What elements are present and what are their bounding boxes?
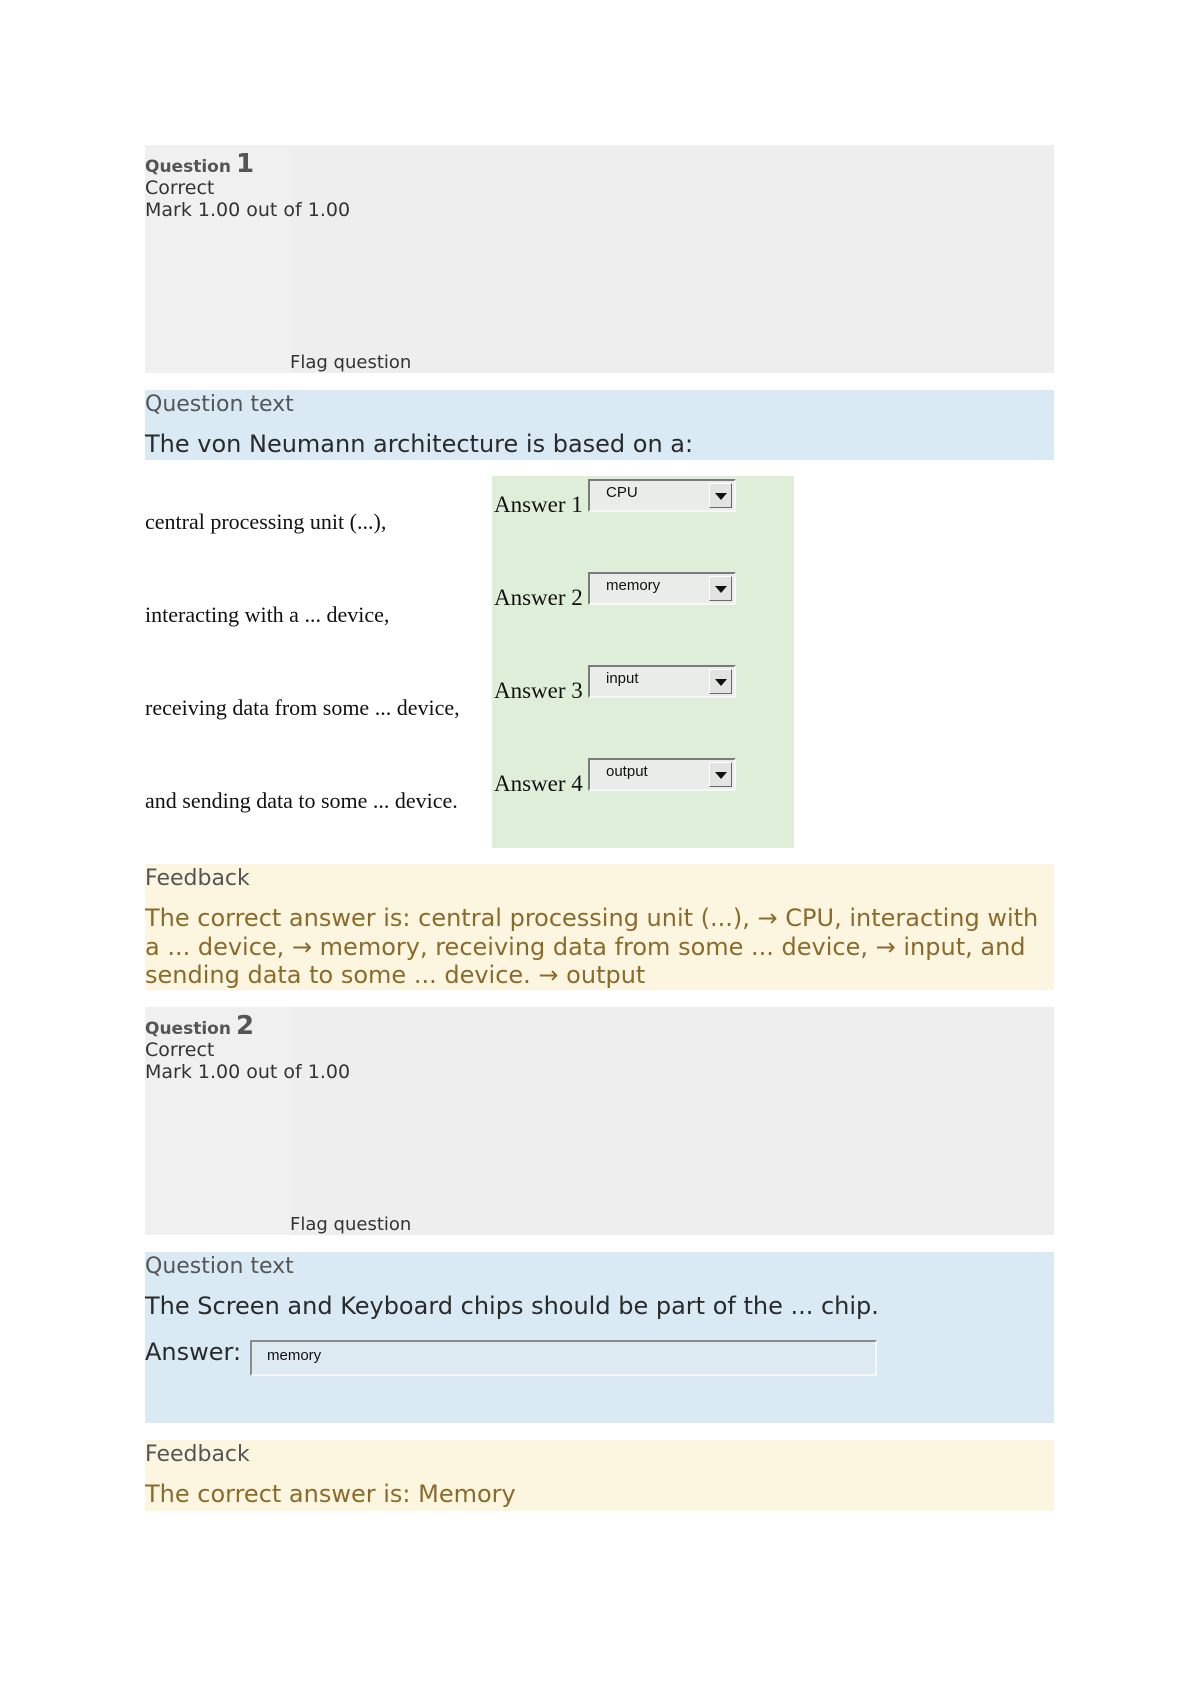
flag-question-link[interactable]: Flag question bbox=[290, 1214, 412, 1235]
question-1-feedback bbox=[145, 864, 1054, 990]
question-state: Correct bbox=[145, 1039, 215, 1061]
feedback-text: The correct answer is: Memory bbox=[145, 1480, 516, 1508]
feedback-label: Feedback bbox=[145, 1442, 250, 1467]
match-stem-2: interacting with a ... device, bbox=[145, 602, 390, 627]
answer-1-label: Answer 1 bbox=[494, 492, 583, 517]
question-label: Question bbox=[145, 1019, 231, 1039]
answer-4-select[interactable] bbox=[588, 758, 736, 791]
answer-2-label: Answer 2 bbox=[494, 585, 583, 610]
match-stem-3: receiving data from some ... device, bbox=[145, 695, 460, 720]
feedback-line-3: sending data to some ... device. → output bbox=[145, 961, 646, 989]
question-state: Correct bbox=[145, 177, 215, 199]
answer-4-value: output bbox=[606, 763, 648, 780]
feedback-label: Feedback bbox=[145, 866, 250, 891]
question-text: The Screen and Keyboard chips should be part of the ... chip. bbox=[145, 1292, 879, 1320]
question-2-info bbox=[145, 1007, 1054, 1235]
question-2-text-box bbox=[145, 1252, 1054, 1423]
question-grade: Mark 1.00 out of 1.00 bbox=[145, 199, 351, 221]
answer-1-value: CPU bbox=[606, 484, 638, 501]
question-number bbox=[145, 149, 254, 179]
feedback-line-2: a ... device, → memory, receiving data from some ... device, → input, and bbox=[145, 932, 1026, 961]
question-number-value: 2 bbox=[236, 1011, 255, 1041]
question-text-label: Question text bbox=[145, 392, 294, 417]
answer-3-select[interactable] bbox=[588, 665, 736, 698]
question-number bbox=[145, 1011, 254, 1041]
chevron-down-icon[interactable] bbox=[709, 669, 732, 694]
answer-3-label: Answer 3 bbox=[494, 678, 583, 703]
chevron-down-icon[interactable] bbox=[709, 762, 732, 787]
answer-4-label: Answer 4 bbox=[494, 771, 583, 796]
answer-input[interactable] bbox=[250, 1340, 877, 1376]
chevron-down-icon[interactable] bbox=[709, 576, 732, 601]
answer-1-select[interactable] bbox=[588, 479, 736, 512]
match-stem-1: central processing unit (...), bbox=[145, 509, 387, 534]
answer-3-value: input bbox=[606, 670, 639, 687]
answer-2-value: memory bbox=[606, 577, 661, 594]
answer-input-value: memory bbox=[267, 1347, 322, 1364]
question-1-info bbox=[145, 145, 1054, 373]
question-number-value: 1 bbox=[236, 149, 255, 179]
feedback-line-1: The correct answer is: central processing unit (...), → CPU, interacting with bbox=[145, 904, 1039, 932]
question-text-label: Question text bbox=[145, 1254, 294, 1279]
question-2-feedback bbox=[145, 1440, 1054, 1511]
question-label: Question bbox=[145, 157, 231, 177]
match-stem-4: and sending data to some ... device. bbox=[145, 788, 458, 813]
chevron-down-icon[interactable] bbox=[709, 483, 732, 508]
answer-2-select[interactable] bbox=[588, 572, 736, 605]
feedback-text bbox=[145, 904, 1054, 990]
answer-label: Answer: bbox=[145, 1338, 242, 1366]
question-grade: Mark 1.00 out of 1.00 bbox=[145, 1061, 351, 1083]
flag-question-link[interactable]: Flag question bbox=[290, 352, 412, 373]
question-text: The von Neumann architecture is based on a: bbox=[145, 430, 694, 458]
question-1-text-box bbox=[145, 390, 1054, 460]
